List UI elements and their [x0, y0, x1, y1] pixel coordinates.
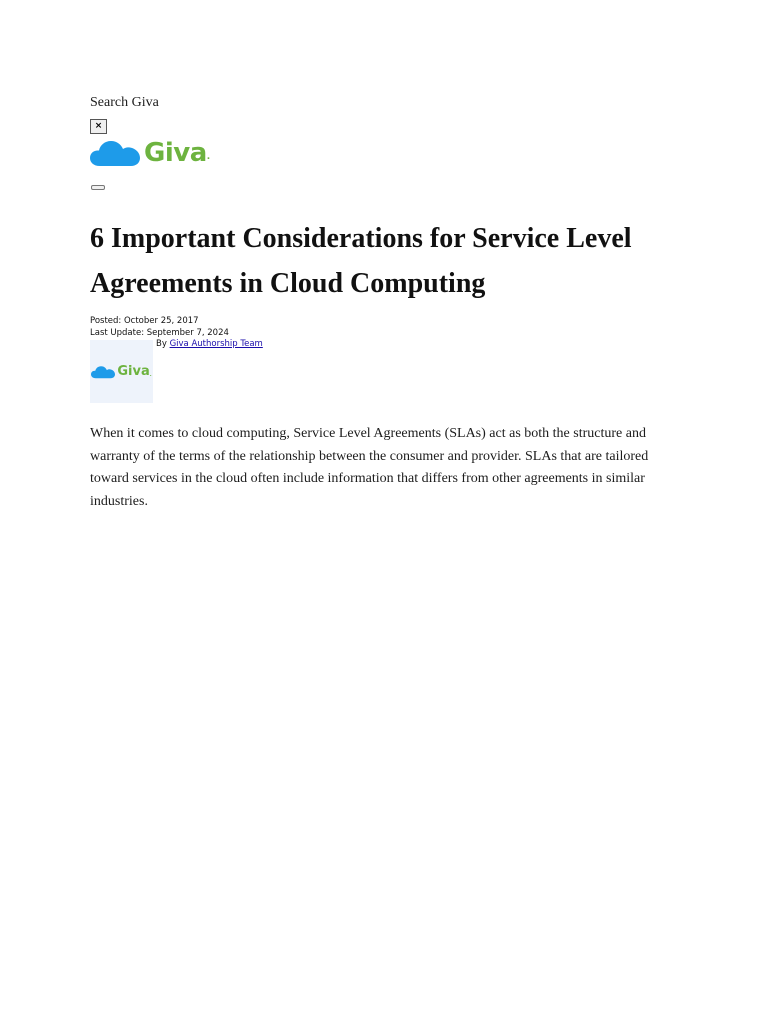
cloud-icon: [90, 139, 140, 167]
brand-dot: .: [206, 152, 211, 162]
byline-prefix: By: [156, 339, 167, 349]
author-link[interactable]: Giva Authorship Team: [169, 339, 263, 349]
search-label[interactable]: Search Giva: [90, 95, 159, 110]
menu-toggle-button[interactable]: [91, 185, 105, 190]
author-byline: [156, 339, 263, 349]
site-logo[interactable]: [90, 137, 210, 169]
author-avatar: [90, 340, 153, 403]
brand-name: Giva: [144, 138, 207, 168]
posted-date: Posted: October 25, 2017: [90, 316, 199, 326]
article-intro: When it comes to cloud computing, Service Level Agreements (SLAs) act as both the structure and warranty of the terms of the relationship between the consumer and provider. SLAs that are tailored toward services in the cloud often include information that differs from other agreements in similar industries.: [90, 426, 649, 509]
last-update-date: Last Update: September 7, 2024: [90, 328, 229, 338]
avatar-brand-name: Giva: [117, 364, 150, 379]
article-title: 6 Important Considerations for Service Level Agreements in Cloud Computing: [90, 223, 632, 299]
avatar-brand-dot: .: [149, 372, 152, 378]
cloud-icon: [91, 365, 115, 379]
close-search-button[interactable]: ×: [90, 119, 107, 134]
article-meta: [90, 315, 229, 339]
